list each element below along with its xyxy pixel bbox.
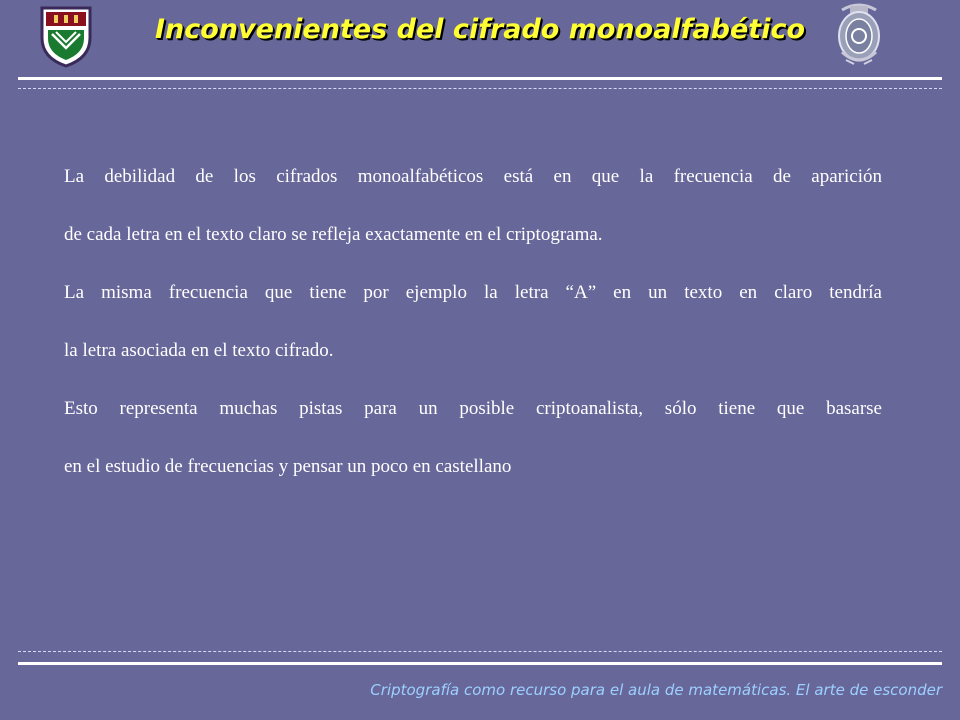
slide-title: Inconvenientes del cifrado monoalfabético: [154, 14, 806, 45]
paragraph-2: [64, 264, 882, 380]
footer-caption: Criptografía como recurso para el aula de matemáticas. El arte de esconder: [370, 681, 942, 699]
paragraph-3: [64, 380, 882, 496]
paragraph-line: la letra asociada en el texto cifrado.: [64, 340, 334, 361]
footer-rule: [18, 662, 942, 665]
paragraph-1: [64, 148, 882, 264]
paragraph-line: de cada letra en el texto claro se refleja exactamente en el criptograma.: [64, 224, 603, 245]
paragraph-line: Esto representa muchas pistas para un posible criptoanalista, sólo tiene que basarse: [64, 398, 882, 419]
slide-body: [64, 148, 882, 496]
header-rule-dashed: [18, 88, 942, 89]
paragraph-line: en el estudio de frecuencias y pensar un poco en castellano: [64, 456, 512, 477]
paragraph-line: La debilidad de los cifrados monoalfabéticos está en que la frecuencia de aparición: [64, 166, 882, 187]
faculty-crest-logo: [832, 2, 886, 68]
footer-rule-dashed: [18, 651, 942, 652]
paragraph-line: La misma frecuencia que tiene por ejemplo la letra “A” en un texto en claro tendría: [64, 282, 882, 303]
header-rule-top: [18, 77, 942, 80]
